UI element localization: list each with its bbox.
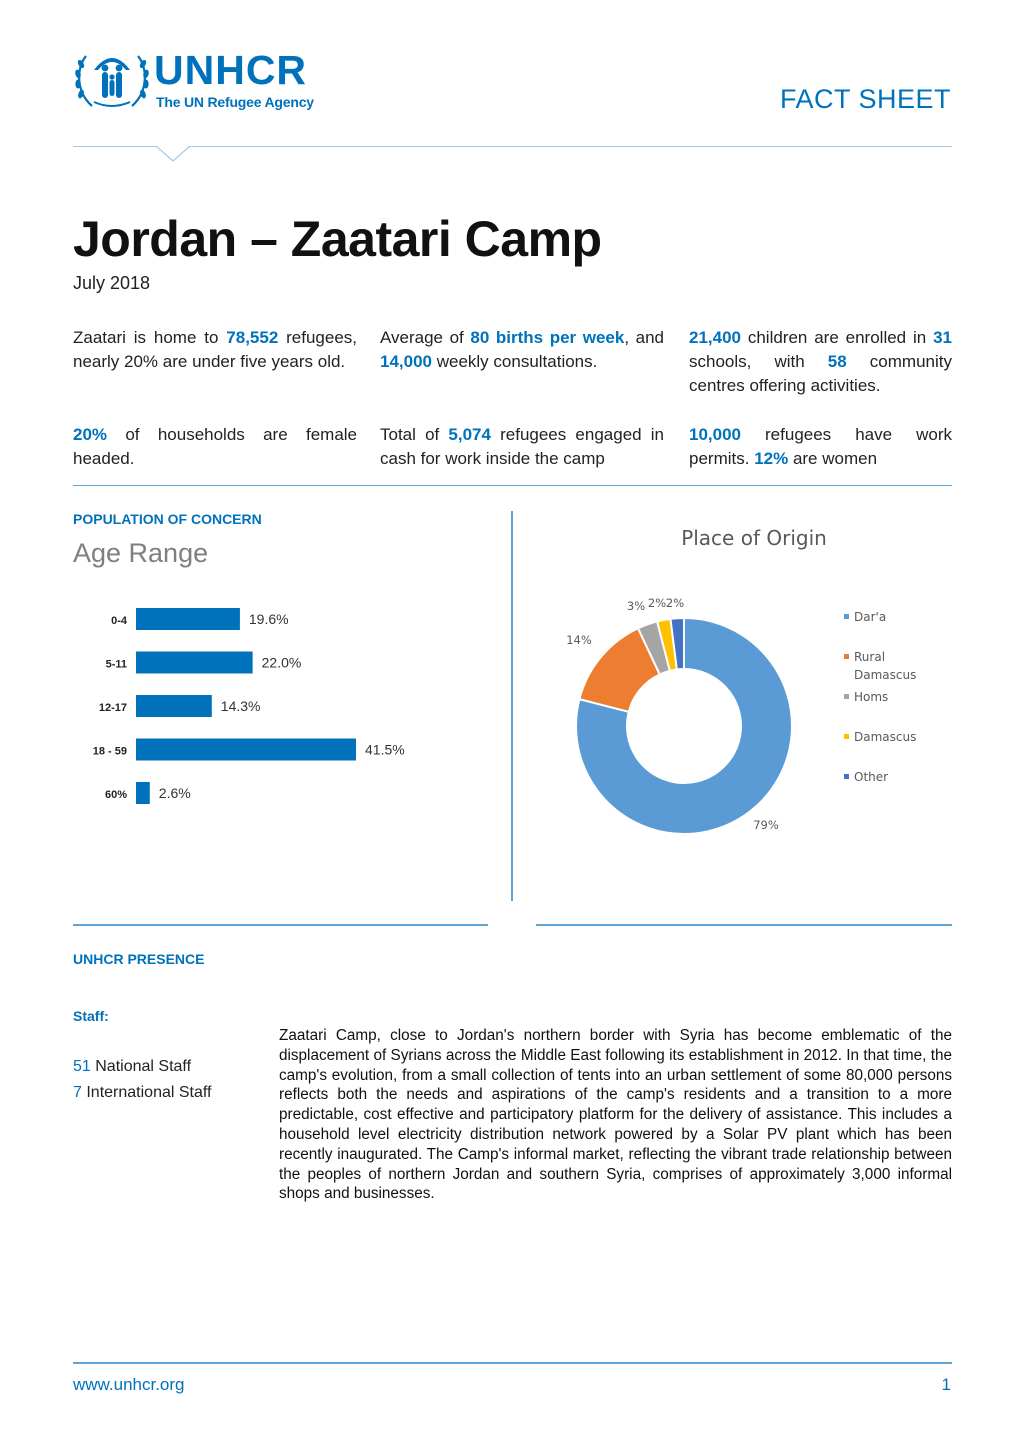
- age-bar: [136, 739, 356, 761]
- population-section-label: POPULATION OF CONCERN: [73, 511, 262, 527]
- fact-highlight: 14,000: [380, 352, 432, 371]
- place-of-origin-donut-chart: [530, 515, 960, 855]
- national-staff-count: 51: [73, 1058, 91, 1075]
- fact-highlight: 12%: [754, 449, 789, 468]
- fact-highlight: 80 births per week: [470, 328, 625, 347]
- facts-divider: [73, 485, 952, 486]
- legend-swatch: [844, 734, 849, 739]
- header-notch-icon: [156, 146, 190, 162]
- fact-text: weekly consultations.: [432, 352, 598, 371]
- age-category-label: 60%: [104, 789, 127, 801]
- age-category-label: 12-17: [98, 702, 127, 714]
- key-fact: [689, 326, 952, 398]
- legend-swatch: [844, 654, 849, 659]
- key-fact: [73, 423, 357, 471]
- fact-text: of households are female headed.: [73, 425, 357, 468]
- legend-label: Dar'a: [854, 610, 887, 624]
- report-date: July 2018: [73, 273, 151, 293]
- fact-text: , and: [624, 328, 665, 347]
- presence-description: Zaatari Camp, close to Jordan's northern border with Syria has become emblematic of the displacement of Syrians across the Middle East following its establishment in 2012. In that time, the camp's evolution, from a small collection of tents into an urban settlement of some 80,000 persons reflects both the needs and aspirations of the camp's residents and a transition to a more predictable, cost effective and participatory platform for the delivery of assistance. This includes a household level electricity distribution network powered by a Solar PV plant which has been recently inaugurated. The Camp's informal market, reflecting the vibrant trade relationship between the peoples of northern Jordan and southern Syria, comprises of approximately 3,000 informal shops and businesses.: [279, 1027, 952, 1203]
- logo-wordmark: UNHCR: [154, 47, 308, 93]
- origin-chart-title: Place of Origin: [681, 526, 827, 550]
- staff-label: Staff:: [73, 1008, 109, 1024]
- fact-highlight: 31: [933, 328, 952, 347]
- fact-text: Total of: [380, 425, 449, 444]
- origin-value-label: 2%: [647, 596, 667, 610]
- fact-text: are women: [788, 449, 878, 468]
- fact-highlight: 78,552: [226, 328, 279, 347]
- fact-text: children are enrolled in: [741, 328, 934, 347]
- age-category-label: 5-11: [105, 658, 127, 671]
- fact-text: schools, with: [689, 352, 828, 371]
- legend-label: Other: [854, 770, 889, 784]
- age-value-label: 22.0%: [261, 654, 302, 671]
- fact-text: Average of: [380, 328, 471, 347]
- origin-value-label: 2%: [665, 596, 685, 610]
- age-bar: [136, 652, 253, 674]
- age-bar: [136, 695, 212, 717]
- fact-text: community centres offering activities.: [689, 352, 952, 395]
- fact-text: refugees engaged in cash for work inside the camp: [380, 425, 664, 468]
- origin-value-label: 14%: [566, 633, 592, 647]
- legend-swatch: [844, 774, 849, 779]
- section-divider-right: [536, 924, 952, 926]
- age-value-label: 19.6%: [248, 611, 289, 627]
- fact-text: refugees, nearly 20% are under five years old.: [73, 328, 358, 371]
- key-fact: [380, 326, 664, 374]
- presence-section-label: UNHCR PRESENCE: [73, 951, 205, 967]
- footer-divider: [73, 1362, 952, 1364]
- age-category-label: 0-4: [111, 615, 127, 627]
- legend-swatch: [844, 694, 849, 699]
- fact-highlight: 20%: [73, 425, 108, 444]
- page-number: 1: [941, 1375, 951, 1394]
- age-range-title: Age Range: [73, 538, 209, 568]
- national-staff-label: National Staff: [90, 1058, 192, 1075]
- legend-swatch: [844, 614, 849, 619]
- origin-value-label: 3%: [626, 599, 646, 613]
- legend-label: Rural Damascus: [854, 650, 917, 682]
- age-value-label: 14.3%: [220, 698, 261, 714]
- fact-text: refugees have work permits.: [689, 425, 952, 468]
- age-value-label: 2.6%: [158, 785, 191, 801]
- section-divider-left: [73, 924, 488, 926]
- page-title: Jordan – Zaatari Camp: [73, 211, 602, 267]
- age-bar: [136, 608, 240, 630]
- key-fact: [73, 326, 357, 374]
- footer-website-link[interactable]: www.unhcr.org: [73, 1375, 185, 1394]
- age-value-label: 41.5%: [365, 741, 405, 758]
- section-vertical-divider: [511, 511, 513, 901]
- legend-label: Homs: [854, 690, 889, 704]
- key-fact: [689, 423, 952, 471]
- fact-highlight: 21,400: [689, 328, 741, 347]
- origin-value-label: 79%: [753, 818, 779, 832]
- header-divider: [73, 146, 952, 147]
- age-category-label: 18 - 59: [92, 745, 127, 758]
- international-staff: [73, 1084, 211, 1102]
- unhcr-logo: [72, 48, 152, 114]
- national-staff: [73, 1058, 191, 1076]
- fact-highlight: 58: [827, 352, 847, 371]
- age-bar: [136, 782, 150, 804]
- age-range-bar-chart: [73, 600, 493, 830]
- international-staff-count: 7: [73, 1084, 82, 1101]
- legend-label: Damascus: [854, 730, 917, 744]
- fact-text: Zaatari is home to: [73, 328, 227, 347]
- document-type-label: FACT SHEET: [779, 84, 951, 114]
- international-staff-label: International Staff: [81, 1084, 212, 1101]
- fact-highlight: 10,000: [689, 425, 741, 444]
- logo-tagline: The UN Refugee Agency: [156, 94, 314, 110]
- fact-highlight: 5,074: [448, 425, 491, 444]
- key-fact: [380, 423, 664, 471]
